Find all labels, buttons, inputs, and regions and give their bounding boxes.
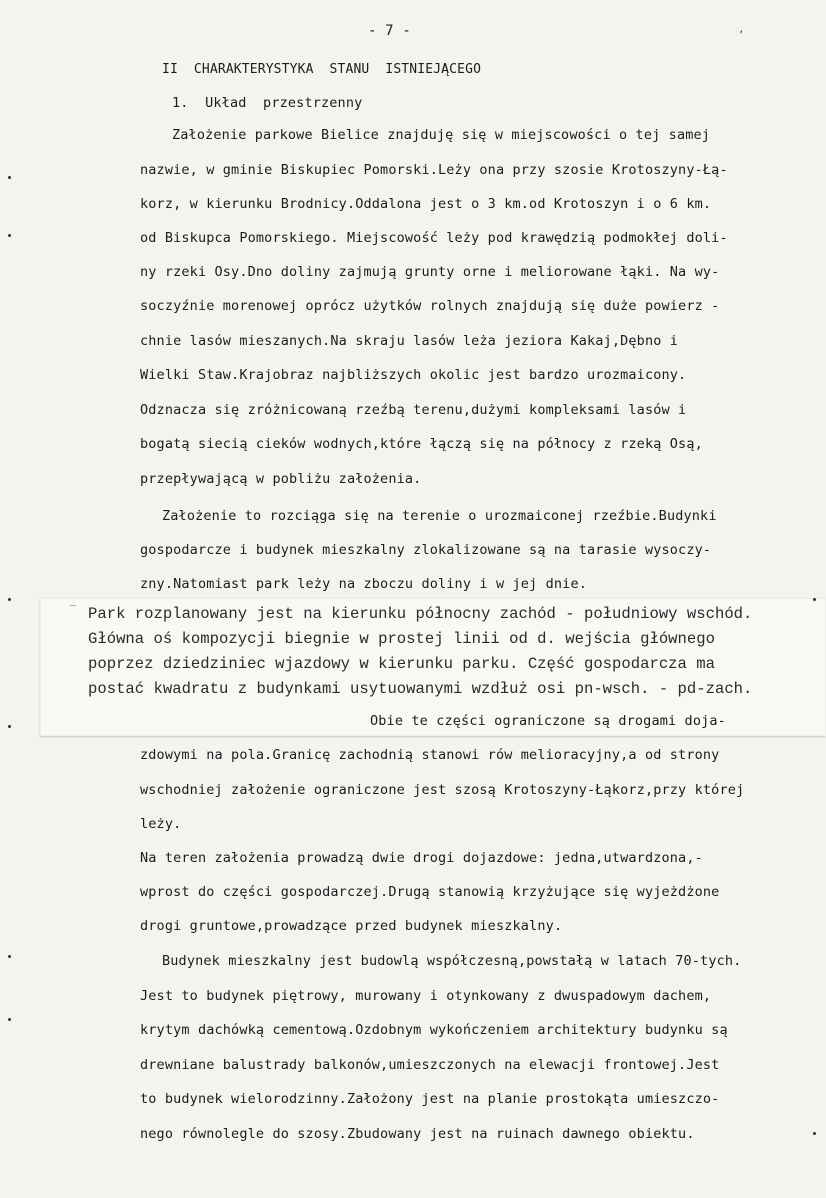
paragraph-1-line: bogatą siecią cieków wodnych,które łączą się na północy z rzeką Osą, bbox=[140, 436, 703, 452]
paragraph-1-line: chnie lasów mieszanych.Na skraju lasów leża jeziora Kakaj,Dębno i bbox=[140, 333, 679, 349]
paragraph-2-line: zny.Natomiast park leży na zboczu doliny i w jej dnie. bbox=[140, 576, 587, 592]
pasted-note-line: Główna oś kompozycji biegnie w prostej linii od d. wejścia głównego bbox=[88, 630, 715, 648]
paragraph-5-line: Budynek mieszkalny jest budowlą współczesną,powstałą w latach 70-tych. bbox=[162, 953, 742, 969]
paragraph-4-line: Na teren założenia prowadzą dwie drogi dojazdowe: jedna,utwardzona,- bbox=[140, 850, 703, 866]
paragraph-3-line: wschodniej założenie ograniczone jest szosą Krotoszyny-Łąkorz,przy której bbox=[140, 782, 745, 798]
pasted-note-line: postać kwadratu z budynkami usytuowanymi wzdłuż osi pn-wsch. - pd-zach. bbox=[88, 680, 753, 698]
paragraph-3-line: zdowymi na pola.Granicę zachodnią stanowi rów melioracyjny,a od strony bbox=[140, 747, 720, 763]
paragraph-5-line: to budynek wielorodzinny.Założony jest na planie prostokąta umieszczo- bbox=[140, 1091, 720, 1107]
pasted-note-line: poprzez dziedziniec wjazdowy w kierunku parku. Część gospodarcza ma bbox=[88, 655, 715, 673]
margin-mark bbox=[8, 234, 11, 237]
paragraph-1-line: Wielki Staw.Krajobraz najbliższych okolic jest bardzo urozmaicony. bbox=[140, 367, 687, 383]
margin-mark bbox=[813, 598, 816, 601]
paragraph-1-line: Założenie parkowe Bielice znajduję się w miejscowości o tej samej bbox=[172, 127, 711, 143]
section-heading: II CHARAKTERYSTYKA STANU ISTNIEJĄCEGO bbox=[162, 62, 482, 77]
paragraph-1-line: ny rzeki Osy.Dno doliny zajmują grunty orne i meliorowane łąki. Na wy- bbox=[140, 264, 720, 280]
paragraph-1-line: przepływającą w pobliżu założenia. bbox=[140, 471, 422, 487]
paragraph-5-line: Jest to budynek piętrowy, murowany i otynkowany z dwuspadowym dachem, bbox=[140, 988, 712, 1004]
paragraph-5-line: drewniane balustrady balkonów,umieszczonych na elewacji frontowej.Jest bbox=[140, 1057, 720, 1073]
paragraph-1-line: nazwie, w gminie Biskupiec Pomorski.Leży ona przy szosie Krotoszyny-Łą- bbox=[140, 162, 728, 178]
paragraph-1-line: Odznacza się zróżnicowaną rzeźbą terenu,dużymi kompleksami lasów i bbox=[140, 402, 687, 418]
paragraph-5-line: krytym dachówką cementową.Ozdobnym wykończeniem architektury budynku są bbox=[140, 1022, 728, 1038]
pasted-note-line: Park rozplanowany jest na kierunku północny zachód - południowy wschód. bbox=[88, 605, 753, 623]
paragraph-1-line: korz, w kierunku Brodnicy.Oddalona jest o 3 km.od Krotoszyn i o 6 km. bbox=[140, 196, 712, 212]
page-number: - 7 - bbox=[368, 23, 411, 39]
paragraph-3-line: leży. bbox=[140, 816, 182, 832]
paragraph-2-line: Założenie to rozciąga się na terenie o urozmaiconej rzeźbie.Budynki bbox=[162, 508, 717, 524]
paragraph-4-line: wprost do części gospodarczej.Drugą stanowią krzyżujące się wyjeżdżone bbox=[140, 884, 720, 900]
corner-mark: ’ bbox=[738, 30, 745, 41]
paragraph-2-line: gospodarcze i budynek mieszkalny zlokalizowane są na tarasie wysoczy- bbox=[140, 542, 712, 558]
margin-mark bbox=[8, 725, 11, 728]
margin-mark bbox=[8, 955, 11, 958]
margin-mark bbox=[8, 1018, 11, 1021]
margin-mark bbox=[8, 176, 11, 179]
paragraph-1-line: od Biskupca Pomorskiego. Miejscowość leży pod krawędzią podmokłej doli- bbox=[140, 230, 728, 246]
paragraph-5-line: nego równolegle do szosy.Zbudowany jest na ruinach dawnego obiektu. bbox=[140, 1126, 695, 1142]
paragraph-3-line: Obie te części ograniczone są drogami doja- bbox=[370, 713, 726, 729]
paragraph-1-line: soczyźnie morenowej oprócz użytków rolnych znajdują się duże powierz - bbox=[140, 298, 720, 314]
paragraph-4-line: drogi gruntowe,prowadzące przed budynek mieszkalny. bbox=[140, 918, 563, 934]
slip-mark: — bbox=[70, 600, 77, 611]
margin-mark bbox=[8, 598, 11, 601]
margin-mark bbox=[813, 1132, 816, 1135]
subsection-heading: 1. Układ przestrzenny bbox=[172, 95, 363, 111]
